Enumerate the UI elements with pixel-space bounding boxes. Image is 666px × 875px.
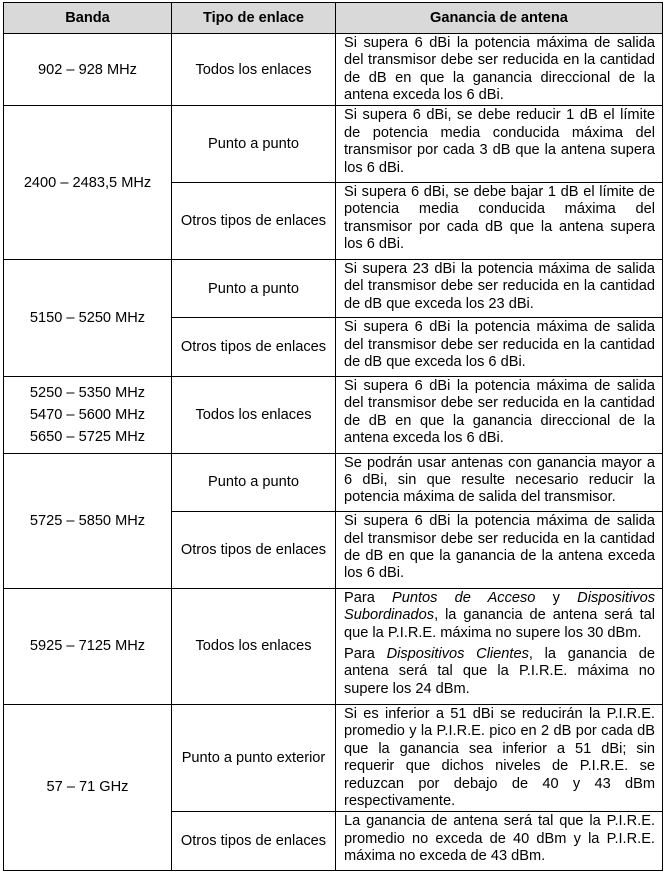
band-cell bbox=[4, 376, 172, 453]
band-cell bbox=[4, 704, 172, 870]
gain-cell bbox=[336, 318, 663, 377]
band-label: 902 – 928 MHz bbox=[38, 61, 137, 78]
band-cell bbox=[4, 34, 172, 106]
gain-cell bbox=[336, 183, 663, 260]
band-label: 5925 – 7125 MHz bbox=[29, 638, 146, 655]
gain-cell bbox=[336, 34, 663, 106]
gain-text-italic: Dispositivos Clientes bbox=[386, 646, 529, 663]
band-cell bbox=[4, 106, 172, 259]
gain-cell bbox=[336, 512, 663, 589]
band-label: 5725 – 5850 MHz bbox=[29, 512, 146, 529]
gain-paragraph bbox=[344, 590, 655, 642]
gain-text: Para bbox=[344, 589, 393, 606]
table-row bbox=[4, 704, 663, 811]
band-label: 5250 – 5350 MHz bbox=[29, 384, 146, 401]
gain-text: , la ganancia de antena será tal que la P.I.R.E. máxima no supere los 24 dBm. bbox=[344, 646, 655, 697]
band-cell bbox=[4, 588, 172, 704]
band-label: 5650 – 5725 MHz bbox=[29, 428, 146, 445]
table-row bbox=[4, 106, 663, 183]
table-row bbox=[4, 453, 663, 512]
gain-paragraph: Si supera 6 dBi la potencia máxima de salida del transmisor debe ser reducida en la cantidad de dB en que la ganancia direccional de la antena exceda los 6 dBi. bbox=[344, 377, 655, 447]
gain-paragraph: Si supera 6 dBi, se debe reducir 1 dB el límite de potencia media conducida máxima del transmisor por cada 3 dB que la antena supera los 6 dBi. bbox=[344, 107, 655, 176]
gain-cell bbox=[336, 704, 663, 811]
gain-cell bbox=[336, 259, 663, 318]
band-cell bbox=[4, 453, 172, 588]
gain-paragraph: Se podrán usar antenas con ganancia mayor a 6 dBi, sin que resulte necesario reducir la potencia máxima de salida del transmisor. bbox=[344, 454, 655, 506]
link-type-cell: Todos los enlaces bbox=[172, 588, 336, 704]
gain-text: Para bbox=[344, 646, 387, 663]
table-row bbox=[4, 259, 663, 318]
gain-paragraph: Si supera 6 dBi la potencia máxima de salida del transmisor debe ser reducida en la cantidad de dB que exceda los 6 dBi. bbox=[344, 319, 655, 371]
gain-text: , la ganancia de antena será tal que la P.I.R.E. máxima no supere los 30 dBm. bbox=[344, 607, 655, 641]
header-row bbox=[4, 3, 663, 34]
gain-text: y bbox=[535, 589, 578, 606]
gain-paragraph: Si supera 6 dBi la potencia máxima de salida del transmisor debe ser reducida en la cantidad de dB en que la ganancia direccional de la antena exceda los 6 dBi. bbox=[344, 35, 655, 104]
gain-text-italic: Puntos de Acceso bbox=[392, 589, 536, 606]
link-type-cell: Punto a punto bbox=[172, 106, 336, 183]
table-row bbox=[4, 34, 663, 106]
header-ganancia-de-antena: Ganancia de antena bbox=[336, 3, 663, 34]
table-row bbox=[4, 588, 663, 704]
link-type-cell: Otros tipos de enlaces bbox=[172, 512, 336, 589]
band-label: 57 – 71 GHz bbox=[46, 779, 129, 796]
gain-paragraph: Si supera 6 dBi la potencia máxima de salida del transmisor debe ser reducida en la cantidad de dB en que la ganancia de la antena exceda los 6 dBi. bbox=[344, 513, 655, 582]
band-cell bbox=[4, 259, 172, 376]
antenna-gain-table bbox=[3, 2, 663, 871]
link-type-cell: Punto a punto bbox=[172, 453, 336, 512]
gain-cell bbox=[336, 588, 663, 704]
gain-paragraph: Si es inferior a 51 dBi se reducirán la P.I.R.E. promedio y la P.I.R.E. pico en 2 dB por cada dB que la ganancia sea inferior a 51 dBi; sin requerir que dichos niveles de P.I.R.E. se reduzcan por debajo de 40 y 43 dBm respectivamente. bbox=[344, 705, 655, 809]
gain-cell bbox=[336, 453, 663, 512]
gain-paragraph: Si supera 6 dBi, se debe bajar 1 dB el límite de potencia media conducida máxima del transmisor por cada dB que la antena supera los 6 dBi. bbox=[344, 184, 655, 253]
link-type-cell: Otros tipos de enlaces bbox=[172, 183, 336, 260]
gain-cell bbox=[336, 376, 663, 453]
link-type-cell: Todos los enlaces bbox=[172, 376, 336, 453]
band-label: 5470 – 5600 MHz bbox=[29, 406, 146, 423]
gain-text-italic: Dispositivos Subordinados bbox=[344, 589, 656, 624]
gain-paragraph bbox=[344, 646, 655, 698]
table-body bbox=[4, 34, 663, 871]
gain-cell bbox=[336, 106, 663, 183]
gain-paragraph: Si supera 23 dBi la potencia máxima de salida del transmisor debe ser reducida en la cantidad de dB que exceda los 23 dBi. bbox=[344, 260, 655, 312]
link-type-cell: Todos los enlaces bbox=[172, 34, 336, 106]
link-type-cell: Otros tipos de enlaces bbox=[172, 318, 336, 377]
link-type-cell: Punto a punto bbox=[172, 259, 336, 318]
header-tipo-de-enlace: Tipo de enlace bbox=[172, 3, 336, 34]
table-row bbox=[4, 376, 663, 453]
gain-cell bbox=[336, 812, 663, 871]
band-label: 5150 – 5250 MHz bbox=[29, 309, 146, 326]
link-type-cell: Otros tipos de enlaces bbox=[172, 812, 336, 871]
link-type-cell: Punto a punto exterior bbox=[172, 704, 336, 811]
header-banda: Banda bbox=[4, 3, 172, 34]
band-label: 2400 – 2483,5 MHz bbox=[23, 174, 152, 191]
gain-paragraph: La ganancia de antena será tal que la P.I.R.E. promedio no exceda de 40 dBm y la P.I.R.E. máxima no exceda de 43 dBm. bbox=[344, 813, 655, 865]
